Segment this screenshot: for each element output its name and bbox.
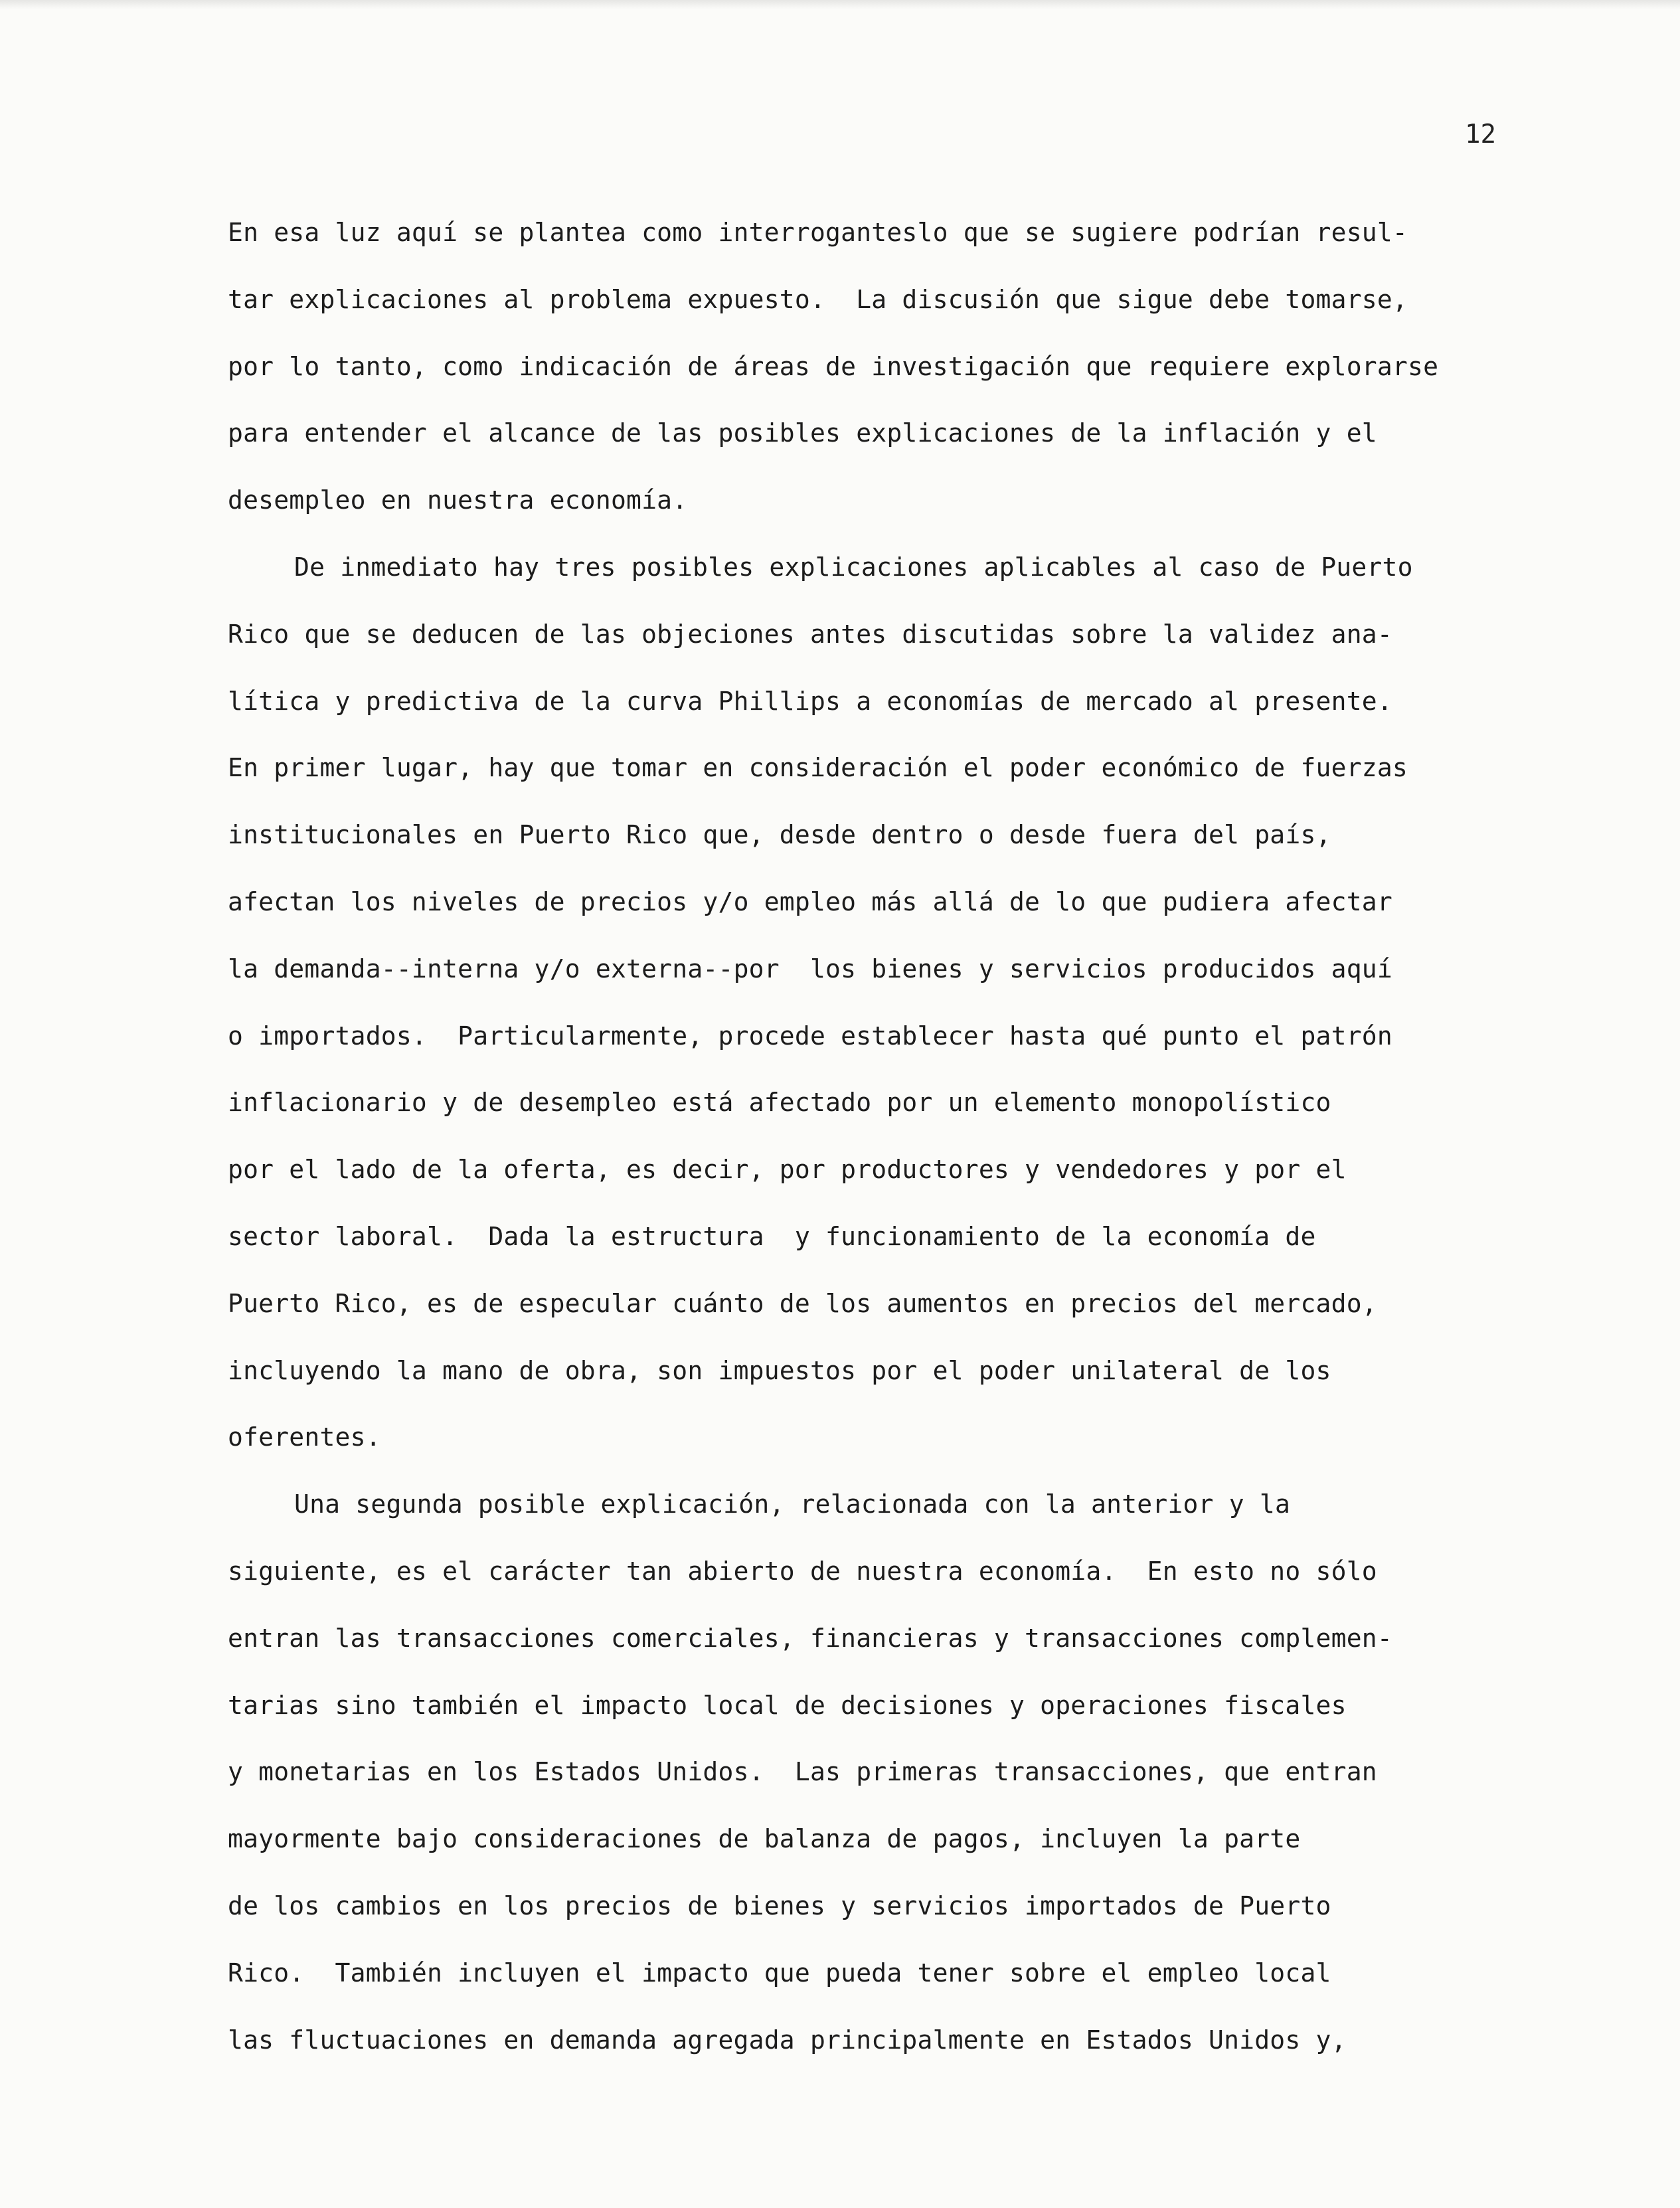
text-line: institucionales en Puerto Rico que, desde dentro o desde fuera del país, xyxy=(228,820,1331,850)
text-line: Rico que se deducen de las objeciones antes discutidas sobre la validez ana- xyxy=(228,619,1392,649)
text-line: entran las transacciones comerciales, financieras y transacciones complemen- xyxy=(228,1623,1392,1653)
text-line: inflacionario y de desempleo está afectado por un elemento monopolístico xyxy=(228,1088,1331,1118)
page-number: 12 xyxy=(1465,120,1496,149)
text-line: En esa luz aquí se plantea como interroganteslo que se sugiere podrían resul- xyxy=(228,218,1408,247)
text-line: incluyendo la mano de obra, son impuestos por el poder unilateral de los xyxy=(228,1355,1331,1385)
text-line: sector laboral. Dada la estructura y funcionamiento de la economía de xyxy=(228,1221,1316,1251)
text-line: Puerto Rico, es de especular cuánto de los aumentos en precios del mercado, xyxy=(228,1288,1377,1318)
text-line: por lo tanto, como indicación de áreas de investigación que requiere explorarse xyxy=(228,351,1439,381)
text-line: o importados. Particularmente, procede establecer hasta qué punto el patrón xyxy=(228,1021,1392,1051)
text-line: de los cambios en los precios de bienes y servicios importados de Puerto xyxy=(228,1891,1331,1920)
scan-top-edge xyxy=(0,0,1680,9)
text-line: afectan los niveles de precios y/o empleo más allá de lo que pudiera afectar xyxy=(228,887,1392,916)
text-line: tarias sino también el impacto local de decisiones y operaciones fiscales xyxy=(228,1690,1347,1720)
text-line: tar explicaciones al problema expuesto. La discusión que sigue debe tomarse, xyxy=(228,284,1408,314)
text-line: la demanda--interna y/o externa--por los bienes y servicios producidos aquí xyxy=(228,954,1392,983)
text-line: siguiente, es el carácter tan abierto de nuestra economía. En esto no sólo xyxy=(228,1556,1377,1586)
text-line: mayormente bajo consideraciones de balanza de pagos, incluyen la parte xyxy=(228,1824,1301,1854)
text-line: las fluctuaciones en demanda agregada principalmente en Estados Unidos y, xyxy=(228,2025,1347,2055)
body-text xyxy=(228,199,1549,2073)
text-line: Una segunda posible explicación, relacionada con la anterior y la xyxy=(294,1489,1291,1519)
text-line: Rico. También incluyen el impacto que pueda tener sobre el empleo local xyxy=(228,1958,1331,1988)
text-line: De inmediato hay tres posibles explicaciones aplicables al caso de Puerto xyxy=(294,552,1413,582)
text-line: desempleo en nuestra economía. xyxy=(228,485,688,515)
text-line: por el lado de la oferta, es decir, por productores y vendedores y por el xyxy=(228,1155,1347,1185)
text-line: En primer lugar, hay que tomar en consideración el poder económico de fuerzas xyxy=(228,753,1408,783)
text-line: y monetarias en los Estados Unidos. Las primeras transacciones, que entran xyxy=(228,1757,1377,1787)
text-line: para entender el alcance de las posibles explicaciones de la inflación y el xyxy=(228,418,1377,448)
text-line: oferentes. xyxy=(228,1422,381,1452)
text-line: lítica y predictiva de la curva Phillips a economías de mercado al presente. xyxy=(228,686,1392,716)
